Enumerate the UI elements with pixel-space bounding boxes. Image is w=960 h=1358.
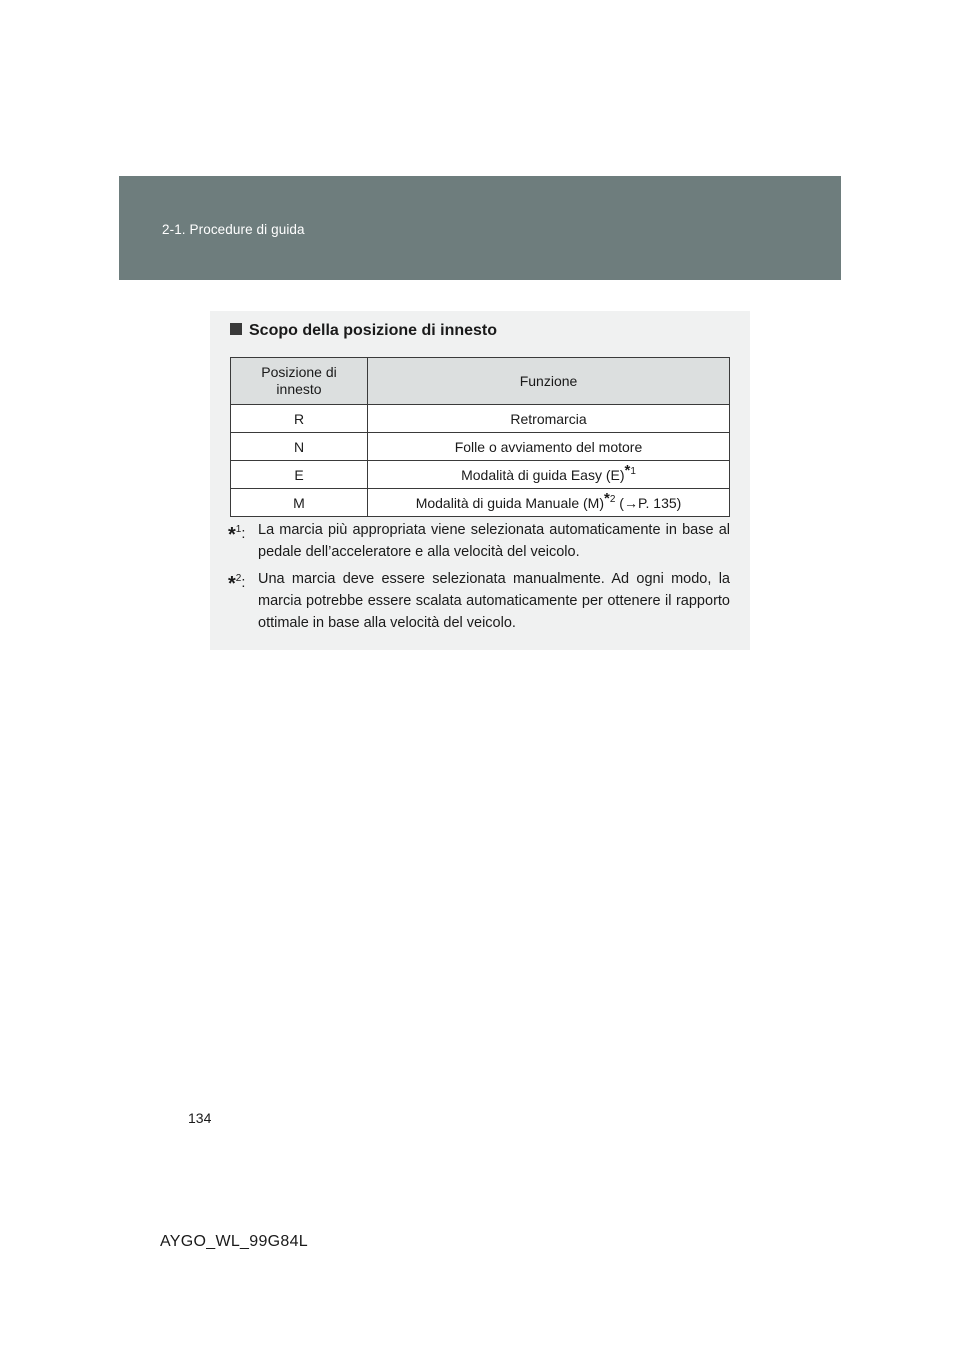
cell-position: M: [231, 489, 368, 517]
shift-position-table: [230, 357, 730, 517]
footnote-text: Una marcia deve essere selezionata manualmente. Ad ogni modo, la marcia potrebbe essere scalata automaticamente per ottenere il rapporto ottimale in base alla velocità del veicolo.: [258, 571, 730, 631]
page-reference: (→P. 135): [615, 494, 682, 511]
footnote-mark: *$^2$:: [228, 573, 246, 595]
table-row: [231, 405, 730, 433]
cell-position: E: [231, 461, 368, 489]
header-function: Funzione: [368, 358, 730, 405]
cell-position: N: [231, 433, 368, 461]
cell-position: R: [231, 405, 368, 433]
footnote: [228, 519, 730, 563]
header-band: [119, 176, 841, 280]
table-row: [231, 489, 730, 517]
table-row: [231, 433, 730, 461]
page-number: 134: [188, 1110, 212, 1126]
cell-function: [368, 489, 730, 517]
footnote: [228, 568, 730, 634]
function-text: Modalità di guida Manuale (M): [415, 494, 605, 511]
cell-function: [368, 461, 730, 489]
note-box: [210, 311, 750, 650]
box-title-text: Scopo della posizione di innesto: [249, 322, 498, 339]
table-header-row: [231, 358, 730, 405]
table-row: [231, 461, 730, 489]
box-title: [230, 322, 497, 340]
cell-function: Retromarcia: [368, 405, 730, 433]
cell-function: Folle o avviamento del motore: [368, 433, 730, 461]
square-bullet-icon: [230, 323, 242, 335]
footnote-text: La marcia più appropriata viene selezionata automaticamente in base al pedale dell’acceleratore e alla velocità del veicolo.: [258, 522, 730, 560]
document-code: AYGO_WL_99G84L: [160, 1233, 308, 1250]
footnote-ref: *2: [604, 489, 616, 507]
header-position: Posizione di innesto: [231, 358, 368, 405]
section-label: 2-1. Procedure di guida: [162, 222, 305, 237]
footnote-mark: *$^1$:: [228, 524, 246, 546]
footnote-ref: *1: [624, 461, 636, 479]
function-text: Modalità di guida Easy (E): [461, 466, 625, 483]
footnotes: [228, 519, 730, 639]
